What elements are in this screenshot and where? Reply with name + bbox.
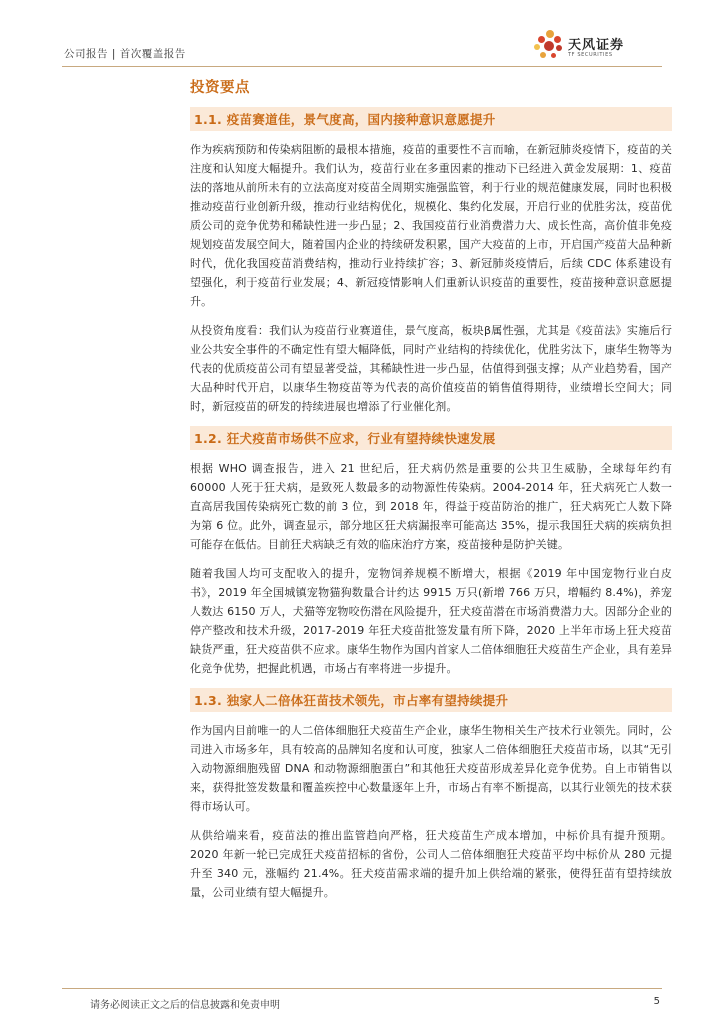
- logo-subtitle: TF SECURITIES: [568, 52, 613, 58]
- logo-flower-icon: [534, 30, 564, 60]
- subsection-title-1-3: 1.3. 独家人二倍体狂苗技术领先，市占率有望持续提升: [190, 688, 672, 712]
- paragraph: 作为疾病预防和传染病阻断的最根本措施，疫苗的重要性不言而喻，在新冠肺炎疫情下，疫苗的关注度和认知度大幅提升。我们认为，疫苗行业在多重因素的推动下已经进入黄金发展期：1、疫苗法的落地从前所未有的立法高度对疫苗全周期实施强监管，利于行业的规范健康发展，同时也积极推动疫苗行业创新升级，推动行业结构优化，规模化、集约化发展，开启行业的优胜劣汰，疫苗优质公司的竞争优势和稀缺性进一步凸显；2、我国疫苗行业消费潜力大、成长性高，高价值非免疫规划疫苗发展空间大，随着国内企业的持续研发积累，国产大疫苗的上市，开启国产疫苗大品种新时代，优化我国疫苗消费结构，推动行业持续扩容；3、新冠肺炎疫情后，后续 CDC 体系建设有望强化，利于疫苗行业发展；4、新冠疫情影响人们重新认识疫苗的重要性，疫苗接种意识意愿提升。: [190, 143, 672, 308]
- paragraph: 随着我国人均可支配收入的提升，宠物饲养规模不断增大，根据《2019 年中国宠物行业白皮书》，2019 年全国城镇宠物猫狗数量合计约达 9915 万只(新增 766 万只，增幅约 8.4%)，养宠人数达 6150 万人，犬猫等宠物咬伤潜在风险提升，狂犬疫苗潜在市场消费潜力大。因部分企业的停产整改和技术升级，2017-2019 年狂犬疫苗批签发量有所下降，2020 上半年市场上狂犬疫苗缺货严重，狂犬疫苗供不应求。康华生物作为国内首家人二倍体细胞狂犬疫苗生产企业，具有差异化竞争优势，把握此机遇，市场占有率将进一步提升。: [190, 567, 672, 675]
- page-header: [62, 26, 662, 70]
- subsection-title-1-1: 1.1. 疫苗赛道佳，景气度高，国内接种意识意愿提升: [190, 107, 672, 131]
- page-number: 5: [653, 996, 660, 1007]
- paragraph: 作为国内目前唯一的人二倍体细胞狂犬疫苗生产企业，康华生物相关生产技术行业领先。同时，公司进入市场多年，具有较高的品牌知名度和认可度，独家人二倍体细胞狂犬疫苗市场，以其“无引入动物源细胞残留 DNA 和动物源细胞蛋白”和其他狂犬疫苗形成差异化竞争优势。自上市销售以来，获得批签发数量和覆盖疾控中心数量逐年上升，市场占有率不断提高，以其行业领先的技术获得市场认可。: [190, 724, 672, 813]
- paragraph: 从投资角度看：我们认为疫苗行业赛道佳，景气度高，板块β属性强，尤其是《疫苗法》实施后行业公共安全事件的不确定性有望大幅降低，同时产业结构的持续优化，优胜劣汰下，康华生物等为代表的优质疫苗公司有望显著受益，其稀缺性进一步凸显，估值得到强支撑；从产业趋势看，国产大品种时代开启，以康华生物疫苗等为代表的高价值疫苗的销售值得期待，业绩增长空间大；同时，新冠疫苗的研发的持续进展也增添了行业催化剂。: [190, 324, 672, 413]
- logo-name: 天风证券: [568, 38, 625, 53]
- header-divider: [62, 66, 662, 67]
- section-title: 投资要点: [190, 80, 250, 96]
- subsection-title-1-2: 1.2. 狂犬疫苗市场供不应求，行业有望持续快速发展: [190, 426, 672, 450]
- footer-divider: [62, 988, 662, 989]
- company-logo: [534, 26, 662, 62]
- paragraph: 根据 WHO 调查报告，进入 21 世纪后，狂犬病仍然是重要的公共卫生威胁，全球每年约有60000 人死于狂犬病，是致死人数最多的动物源性传染病。2004-2014 年，狂犬病死亡人数一直高居我国传染病死亡数的前 3 位，到 2018 年，得益于疫苗防治的推广，狂犬病死亡人数下降为第 6 位。此外，调查显示，部分地区狂犬病漏报率可能高达 35%，提示我国狂犬病的疾病负担可能存在低估。目前狂犬病缺乏有效的临床治疗方案，疫苗接种是防护关键。: [190, 462, 672, 551]
- paragraph: 从供给端来看，疫苗法的推出监管趋向严格，狂犬疫苗生产成本增加，中标价具有提升预期。2020 年新一轮已完成狂犬疫苗招标的省份，公司人二倍体细胞狂犬疫苗平均中标价从 280 元提升至 340 元，涨幅约 21.4%。狂犬疫苗需求端的提升加上供给端的紧张，使得狂苗有望持续放量，公司业绩有望大幅提升。: [190, 829, 672, 899]
- main-content: [190, 76, 672, 912]
- report-type-label: 公司报告 | 首次覆盖报告: [64, 48, 186, 60]
- disclaimer-text: 请务必阅读正文之后的信息披露和免责申明: [90, 1000, 280, 1011]
